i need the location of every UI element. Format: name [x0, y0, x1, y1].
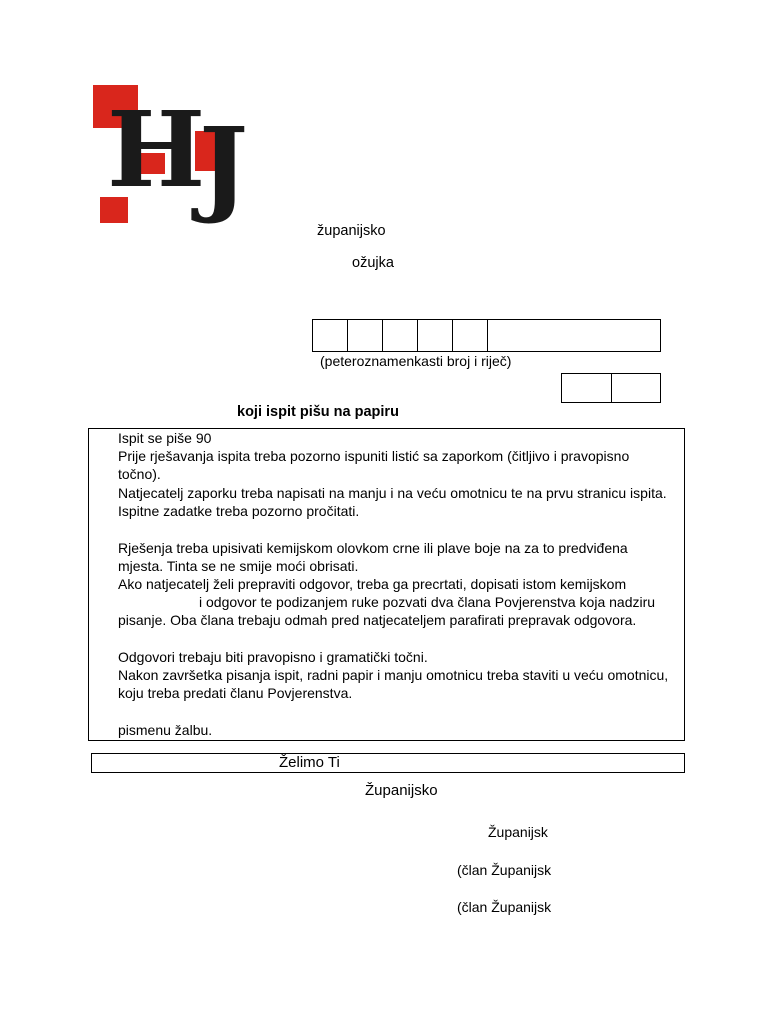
code-word[interactable] [488, 320, 660, 351]
code-digit-2[interactable] [348, 320, 383, 351]
logo-letter-j: J [199, 104, 249, 227]
code-caption: (peteroznamenkasti broj i riječ) [320, 353, 512, 369]
instruction-line: Rješenja treba upisivati kemijskom olovkom crne ili plave boje na za to predviđena [118, 540, 628, 556]
code-digit-3[interactable] [383, 320, 418, 351]
instruction-line: Natjecatelj zaporku treba napisati na manju i na veću omotnicu te na prvu stranicu ispita. [118, 485, 667, 501]
instruction-line: Odgovori trebaju biti pravopisno i gramatički točni. [118, 649, 428, 665]
instruction-line: Ispitne zadatke treba pozorno pročitati. [118, 503, 360, 519]
small-entry-grid[interactable] [561, 373, 661, 403]
signature-1: Županijsk [488, 824, 548, 840]
small-entry-cell-1[interactable] [562, 374, 612, 402]
instruction-line: točno). [118, 466, 161, 482]
instruction-line: pismenu žalbu. [118, 722, 213, 738]
instruction-line: i odgovor te podizanjem ruke pozvati dva člana Povjerenstva koja nadziru [199, 594, 656, 610]
instruction-line: mjesta. Tinta se ne smije moći obrisati. [118, 558, 359, 574]
instruction-line: koju treba predati članu Povjerenstva. [118, 685, 353, 701]
instruction-line: Nakon završetka pisanja ispit, radni papir i manju omotnicu treba staviti u veću omotnicu, [118, 667, 669, 683]
hj-logo [93, 85, 263, 225]
signature-3: (član Županijsk [457, 899, 552, 915]
wish-box [91, 753, 685, 773]
instructions-box [88, 428, 685, 741]
instruction-line: Prije rješavanja ispita treba pozorno ispuniti listić sa zaporkom (čitljivo i pravopisno [118, 448, 630, 464]
header-line-2: ožujka [352, 255, 394, 271]
section-title: koji ispit pišu na papiru [237, 404, 399, 420]
instruction-line: pisanje. Oba člana trebaju odmah pred natjecateljem parafirati prepravak odgovora. [118, 612, 637, 628]
wish-text: Želimo Ti [279, 754, 340, 771]
header-line-1: županijsko [317, 223, 386, 239]
instruction-line: Ispit se piše 90 [118, 430, 212, 446]
signature-2: (član Županijsk [457, 862, 552, 878]
code-digit-1[interactable] [313, 320, 348, 351]
password-code-grid[interactable] [312, 319, 661, 352]
code-digit-4[interactable] [418, 320, 453, 351]
code-digit-5[interactable] [453, 320, 488, 351]
footer-title: Županijsko [365, 782, 438, 799]
logo-letter-h: H [107, 88, 206, 211]
instruction-line: Ako natjecatelj želi prepraviti odgovor, treba ga precrtati, dopisati istom kemijskom [118, 576, 627, 592]
small-entry-cell-2[interactable] [612, 374, 661, 402]
